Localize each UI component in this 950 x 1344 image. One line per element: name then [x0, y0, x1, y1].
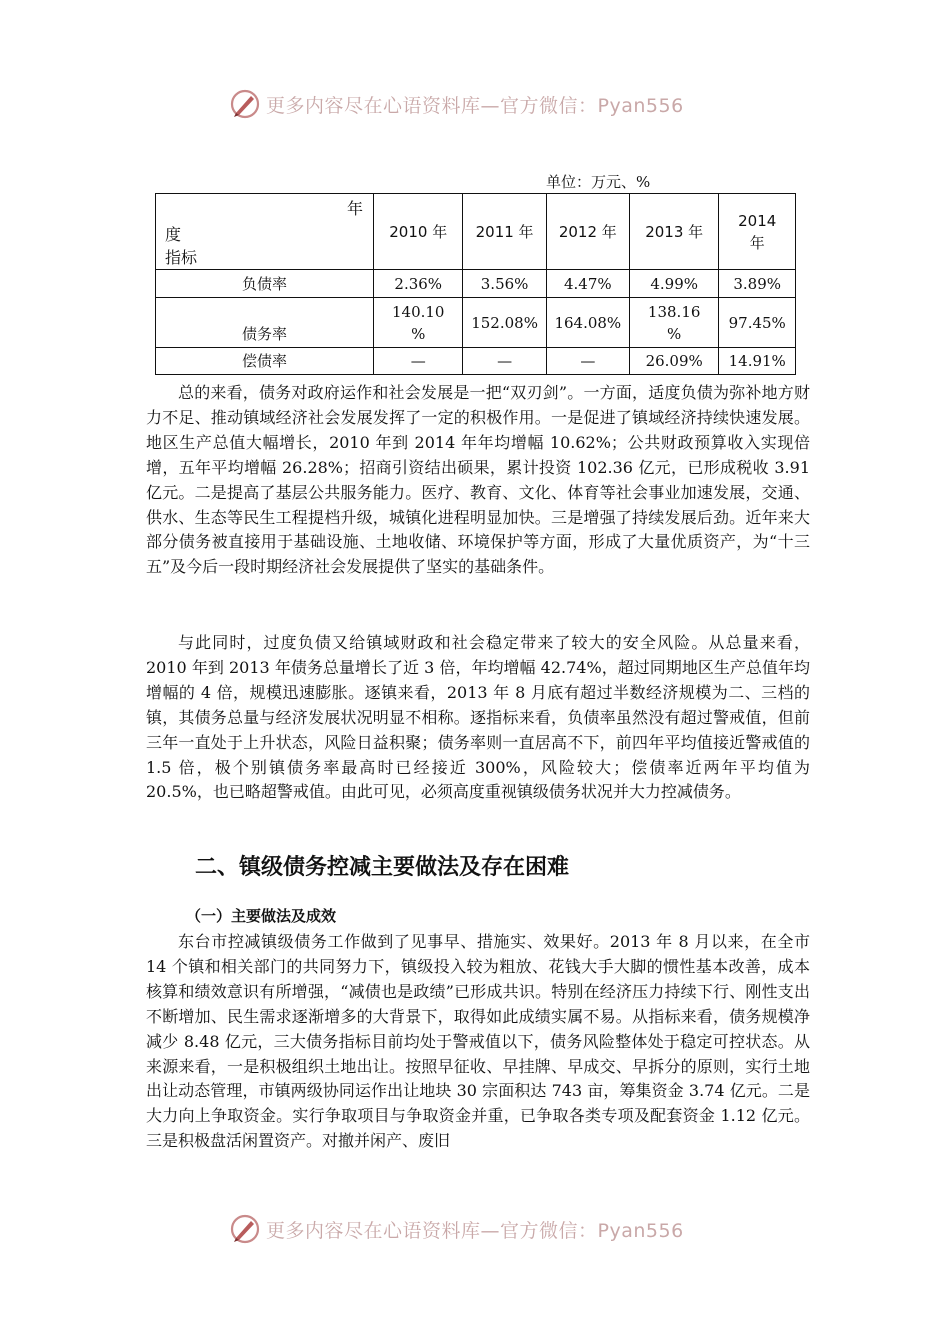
corner-indicator-label: 指标 [165, 248, 198, 267]
table-corner-cell [156, 194, 374, 270]
table-cell: 2.36% [373, 270, 463, 298]
table-cell: 97.45% [719, 298, 796, 348]
table-cell: — [463, 348, 546, 375]
section-heading: 二、镇级债务控减主要做法及存在困难 [195, 855, 570, 880]
body-paragraph-risk: 与此同时，过度负债又给镇域财政和社会稳定带来了较大的安全风险。从总量来看，2010 年到 2013 年债务总量增长了近 3 倍，年均增幅 42.74%，超过同期地区生产总值年均增幅的 4 倍，规模迅速膨胀。逐镇来看，2013 年 8 月底有超过半数经济规模为二、三档的镇，其债务总量与经济发展状况明显不相称。逐指标来看，负债率虽然没有超过警戒值，但前三年一直处于上升状态，风险日益积聚；债务率则一直居高不下，前四年平均值接近警戒值的 1.5 倍，极个别镇债务率最高时已经接近 300%，风险较大；偿债率近两年平均值为 20.5%，也已略超警戒值。由此可见，必须高度重视镇级债务状况并大力控减债务。 [146, 633, 810, 802]
table-cell: 152.08% [463, 298, 546, 348]
watermark-text: 更多内容尽在心语资料库—官方微信：Pyan556 [266, 94, 684, 117]
table-row [156, 348, 796, 375]
watermark-text: 更多内容尽在心语资料库—官方微信：Pyan556 [266, 1219, 684, 1242]
debt-indicator-table [155, 193, 796, 375]
table-unit-label: 单位：万元、% [546, 173, 651, 191]
table-cell: 140.10 % [373, 298, 463, 348]
year-header-2010: 2010 年 [373, 194, 463, 270]
body-paragraph-summary: 总的来看，债务对政府运作和社会发展是一把“双刃剑”。一方面，适度负债为弥补地方财力不足、推动镇域经济社会发展发挥了一定的积极作用。一是促进了镇域经济持续快速发展。地区生产总值大幅增长，2010 年到 2014 年年均增幅 10.62%；公共财政预算收入实现倍增，五年平均增幅 26.28%；招商引资结出硕果，累计投资 102.36 亿元，已形成税收 3.91 亿元。二是提高了基层公共服务能力。医疗、教育、文化、体育等社会事业加速发展，交通、供水、生态等民生工程提档升级，城镇化进程明显加快。三是增强了持续发展后劲。近年来大部分债务被直接用于基础设施、土地收储、环境保护等方面，形成了大量优质资产，为“十三五”及今后一段时期经济社会发展提供了坚实的基础条件。 [146, 383, 810, 577]
corner-year-label: 年 [346, 199, 363, 218]
body-paragraph-measures: 东台市控减镇级债务工作做到了见事早、措施实、效果好。2013 年 8 月以来，在全市 14 个镇和相关部门的共同努力下，镇级投入较为粗放、花钱大手大脚的惯性基本改善，成本核算和绩效意识有所增强，“减债也是政绩”已形成共识。特别在经济压力持续下行、刚性支出不断增加、民生需求逐渐增多的大背景下，取得如此成绩实属不易。从指标来看，债务规模净减少 8.48 亿元，三大债务指标目前均处于警戒值以下，债务风险整体处于稳定可控状态。从来源来看，一是积极组织土地出让。按照早征收、早挂牌、早成交、早拆分的原则，实行土地出让动态管理，市镇两级协同运作出让地块 30 宗面积达 743 亩，筹集资金 3.74 亿元。二是大力向上争取资金。实行争取项目与争取资金并重，已争取各类专项及配套资金 1.12 亿元。三是积极盘活闲置资产。对撤并闲产、废旧 [146, 932, 810, 1151]
pen-logo-icon [228, 87, 262, 121]
table-cell: 138.16 % [629, 298, 719, 348]
pen-logo-icon [228, 1212, 262, 1246]
table-cell: 164.08% [546, 298, 629, 348]
table-cell: — [546, 348, 629, 375]
table-cell: 3.89% [719, 270, 796, 298]
table-cell: 4.47% [546, 270, 629, 298]
table-cell: — [373, 348, 463, 375]
table-cell: 26.09% [629, 348, 719, 375]
year-header-2012: 2012 年 [546, 194, 629, 270]
subsection-heading: （一）主要做法及成效 [186, 907, 337, 925]
table-cell: 14.91% [719, 348, 796, 375]
year-header-2013: 2013 年 [629, 194, 719, 270]
header-watermark [228, 86, 684, 122]
year-header-2011: 2011 年 [463, 194, 546, 270]
row-label: 债务率 [156, 298, 374, 348]
table-row [156, 270, 796, 298]
row-label: 偿债率 [156, 348, 374, 375]
table-cell: 4.99% [629, 270, 719, 298]
row-label: 负债率 [156, 270, 374, 298]
table-header-row [156, 194, 796, 270]
table-row [156, 298, 796, 348]
year-header-2014: 2014 年 [719, 194, 796, 270]
table-cell: 3.56% [463, 270, 546, 298]
footer-watermark [228, 1211, 684, 1247]
corner-du-label: 度 [165, 225, 182, 244]
